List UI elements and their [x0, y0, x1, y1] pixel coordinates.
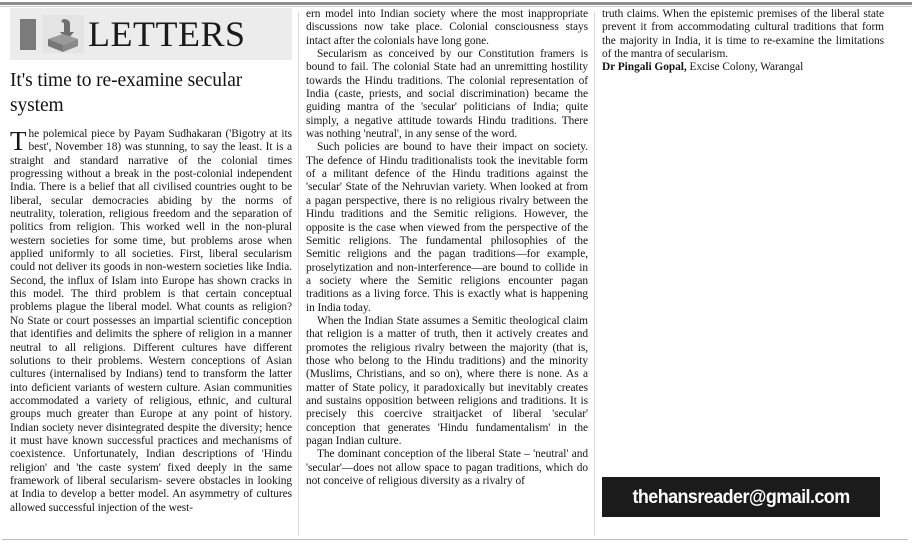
paragraph: truth claims. When the epistemic premises of the liberal state prevent it from accommodating cultural traditions that form the majority in India, it is time to re-examine the limitations of the mantra of secularism.: [602, 8, 884, 61]
byline-location: Excise Colony, Warangal: [686, 61, 804, 74]
column-divider-2: [594, 12, 595, 536]
page-top-rule: [0, 2, 912, 5]
paragraph: ern model into Indian society where the most inappropriate discussions now take place. Colonial consciousness stays intact after the colonials have long gone.: [306, 8, 588, 47]
letters-masthead: [10, 8, 292, 60]
masthead-block-icon: [20, 19, 36, 50]
column-3-body: [602, 8, 884, 75]
page-top-rule-thin: [0, 6, 912, 7]
masthead-title: LETTERS: [88, 14, 246, 54]
byline: [602, 61, 884, 74]
column-1: [10, 8, 292, 515]
paragraph: The polemical piece by Payam Sudhakaran ('Bigotry at its best', November 18) was stunning, to say the least. It is a straight and standard narrative of the colonial times progressing without a break in the post-colonial independent India. There is a belief that all civilised countries ought to be liberal, secular democracies abiding by the norms of neutrality, toleration, religious freedom and the separation of politics from religion. This worked well in the non-plural western societies for some time, but problems arose when applied uniformly to all societies. First, liberal secularism could not deliver its goods in non-western societies like India. Second, the influx of Islam into Europe has shown cracks in this model. The third problem is that certain conceptual problems plague the liberal model. What counts as religion? No State or court possesses an impartial scientific conception that identifies and delimits the sphere of religion in a manner neutral to all religions. Different cultures have different solutions to their problems. Western conceptions of Asian cultures (internalised by Indians) tend to transform the latter into deficient variants of western culture. Asian communities accommodated a variety of religious, ethnic, and cultural groups much greater than Europe at any point of history. Indian society never disintegrated despite the diversity; hence it must have known successful practices and mechanisms of coexistence. Unfortunately, Indian descriptions of 'Hindu religion' and 'the caste system' fixed deeply in the same framework of liberal secularism- severe obstacles in looking at India to develop a better model. An asymmetry of cultures allowed successful injection of the west-: [10, 126, 292, 514]
paragraph: Secularism as conceived by our Constitution framers is bound to fail. The colonial State had an unremitting hostility towards the Hindu traditions. The colonial representation of India (caste, priests, and social discrimination) became the guiding mantra of the 'secular' politicians of India; quite simply, a negative attitude towards Hindu traditions. There was nothing 'neutral', in any sense of the word.: [306, 48, 588, 141]
paragraph: Such policies are bound to have their impact on society. The defence of Hindu traditionalists took the inevitable form of a militant defence of the Hindu traditions against the 'secular' State of the Nehruvian variety. When looked at from a pagan perspective, there is no religious rivalry between the Hindu traditions and the Semitic religions. However, the opposite is the case when viewed from the perspective of the Semitic religions. The fundamental philosophies of the Semitic religions and the pagan traditions—for example, proselytization and non-interference—are bound to collide in a society where the Semitic religions encounter pagan traditions as a living force. This is exactly what is happening in India today.: [306, 141, 588, 314]
paragraph: When the Indian State assumes a Semitic theological claim that religion is a matter of truth, then it actively creates and promotes the religious rivalry between the majority (that is, those who belong to the Hindu traditions) and the minority (Muslims, Christians, and so on), where there is none. As a matter of State policy, it paradoxically but inevitably creates and sustains opposition between religions and traditions. It is precisely this coercive straitjacket of liberal 'secular' conception that generates 'Hindu fundamentalism' in the pagan Indian culture.: [306, 314, 588, 447]
column-3: [602, 8, 884, 75]
reader-email-address: thehansreader@gmail.com: [632, 485, 850, 508]
reader-email-banner[interactable]: [602, 477, 880, 517]
column-1-body: [10, 128, 292, 515]
column-2: [306, 8, 588, 488]
mail-drop-icon: [42, 15, 84, 53]
column-2-body: [306, 8, 588, 488]
page-bottom-rule: [2, 539, 908, 540]
byline-author: Dr Pingali Gopal,: [602, 61, 687, 74]
page-title: It's time to re-examine secular system: [10, 70, 243, 116]
paragraph: The dominant conception of the liberal State – 'neutral' and 'secular'—does not allow space to pagan traditions, which do not conceive of religious diversity as a rivalry of: [306, 448, 588, 488]
letters-page: [0, 8, 912, 540]
column-divider-1: [298, 12, 299, 536]
